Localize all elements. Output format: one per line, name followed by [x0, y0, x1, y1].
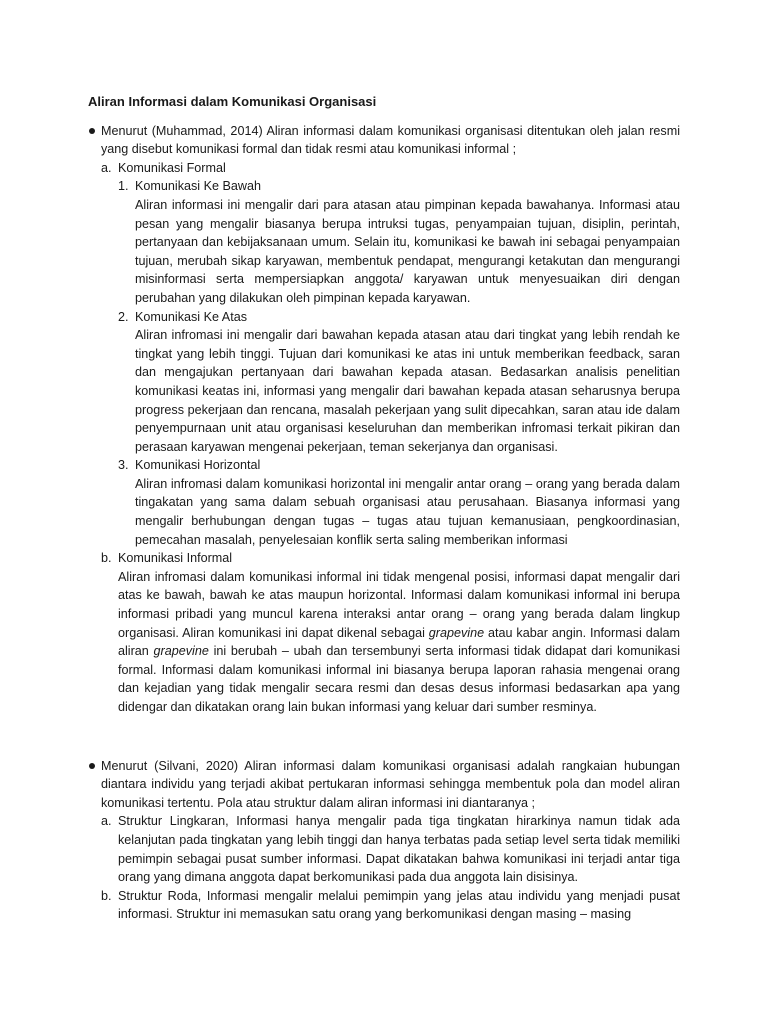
text-run: ini berubah – ubah dan tersembunyi serta informasi tidak didapat dari komunikasi formal. Informasi dalam komunikasi informal ini biasanya berupa laporan rahasia mengenai orang dan kejadian yang tidak mengalir secara resmi dan desas desus informasi bedasarkan apa yang didengar dan dikatakan orang lain bukan informasi yang keluar dari sumber resminya. [118, 644, 680, 714]
bullet-silvani [88, 757, 680, 813]
bullet-text: Menurut (Muhammad, 2014) Aliran informasi dalam komunikasi organisasi ditentukan oleh jalan resmi yang disebut komunikasi formal dan tidak resmi atau komunikasi informal ; [101, 123, 680, 157]
list-item-ke-bawah [88, 177, 680, 196]
list-marker: 3. [118, 458, 129, 473]
list-marker: 2. [118, 309, 129, 324]
list-label: Komunikasi Ke Atas [135, 309, 248, 324]
list-label: Komunikasi Horizontal [135, 458, 261, 473]
paragraph-ke-atas: Aliran infromasi ini mengalir dari bawahan kepada atasan atau dari tingkat yang lebih rendah ke tingkat yang lebih tinggi. Tujuan dari komunikasi ke atas ini untuk memberikan feedback, saran dan mengajukan pertanyaan dari bawahan kepada atasan. Bedasarkan analisis penelitian komunikasi keatas ini, informasi yang mengalir dari bawahan kepada atasan seharusnya berupa progress pekerjaan dan rencana, masalah pekerjaan yang sulit dipecahkan, saran atau ide dalam penyempurnaan unit atau organisasi keseluruhan dan memberikan infromasi terkait pikiran dan perasaan karyawan mengenai pekerjaan, teman sekerjanya dan organisasi. [135, 328, 680, 454]
paragraph-informal [88, 568, 680, 717]
text-run: atau kabar angin. Informasi dalam aliran [118, 625, 681, 659]
list-text: Struktur Roda, Informasi mengalir melalui pemimpin yang jelas atau individu yang menjadi pusat informasi. Struktur ini memasukan satu orang yang berkomunikasi dengan masing – masing [118, 888, 680, 922]
list-item-horizontal [88, 456, 680, 475]
list-item-formal [88, 159, 680, 178]
italic-term: grapevine [428, 625, 485, 640]
list-marker: b. [101, 888, 112, 903]
list-marker: a. [101, 160, 112, 175]
list-label: Komunikasi Formal [118, 160, 226, 175]
bullet-dot [89, 128, 95, 134]
list-item-informal [88, 549, 680, 568]
list-marker: b. [101, 551, 112, 566]
document-title: Aliran Informasi dalam Komunikasi Organisasi [88, 94, 377, 109]
list-item-roda [88, 887, 680, 924]
spacer [88, 717, 680, 757]
list-item-ke-atas [88, 308, 680, 327]
bullet-dot [89, 763, 95, 769]
bullet-muhammad [88, 122, 680, 159]
list-item-lingkaran [88, 812, 680, 886]
list-marker: a. [101, 814, 112, 829]
bullet-text: Menurut (Silvani, 2020) Aliran informasi dalam komunikasi organisasi adalah rangkaian hubungan diantara individu yang terjadi akibat pertukaran informasi sehingga membentuk pola dan model aliran komunikasi tertentu. Pola atau struktur dalam aliran informasi ini diantaranya ; [101, 758, 680, 810]
italic-term: grapevine [153, 644, 209, 659]
paragraph-ke-bawah: Aliran informasi ini mengalir dari para atasan atau pimpinan kepada bawahanya. Informasi atau pesan yang mengalir biasanya berupa intruksi tugas, penyampaian tujuan, disiplin, perintah, pertanyaan dan kebijaksanaan umum. Selain itu, komunikasi ke bawah ini sebagai penyampaian tujuan, merubah sikap karyawan, membentuk pendapat, mengurangi ketakutan dan mengurangi misinformasi serta mempersiapkan anggota/ karyawan untuk menyesuaikan diri dengan perubahan yang dilakukan oleh pimpinan kepada karyawan. [135, 197, 680, 305]
list-label: Komunikasi Ke Bawah [135, 179, 262, 194]
text-run: Aliran infromasi dalam komunikasi informal ini tidak mengenal posisi, informasi dapat mengalir dari atas ke bawah, bawah ke atas maupun horizontal. Informasi dalam komunikasi informal ini berupa informasi pribadi yang muncul karena interaksi antar orang – orang yang berada dalam lingkup organisasi. Aliran komunikasi ini dapat dikenal sebagai [118, 569, 680, 640]
list-text: Struktur Lingkaran, Informasi hanya mengalir pada tiga tingkatan hirarkinya namun tidak ada kelanjutan pada tingkatan yang lebih tinggi dan hanya terbatas pada setiap level serta tidak memiliki pemimpin sebagai pusat sumber informasi. Dapat dikatakan bahwa komunikasi ini terjadi antar tiga orang yang dimana anggota dapat berkomunikasi pada dua anggota lain disisinya. [118, 814, 680, 885]
list-marker: 1. [118, 179, 129, 194]
list-label: Komunikasi Informal [118, 551, 233, 566]
paragraph-horizontal: Aliran infromasi dalam komunikasi horizontal ini mengalir antar orang – orang yang berada dalam tingakatan yang sama dalam sebuah organisasi atau perusahaan. Biasanya informasi yang mengalir berhubungan dengan tugas – tugas atau tujuan kemanusiaan, pengkoordinasian, pemecahan masalah, penyelesaian konflik serta saling memberikan informasi [135, 476, 680, 547]
